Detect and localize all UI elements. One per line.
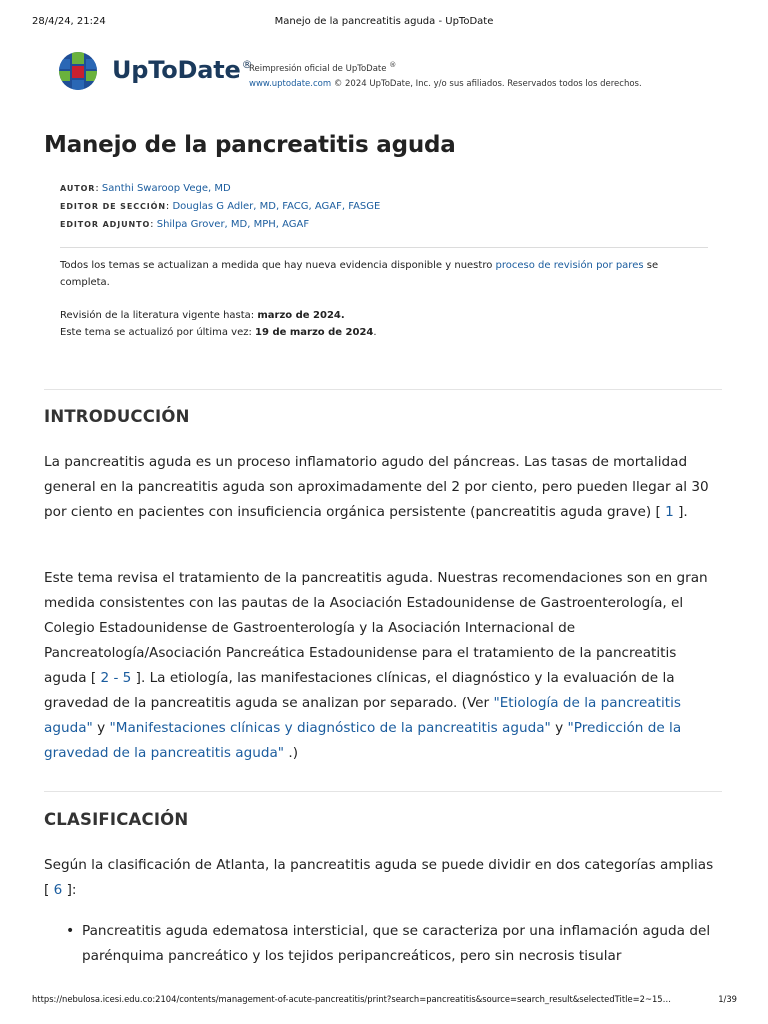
section-heading-introduccion: INTRODUCCIÓN (44, 407, 190, 426)
intro-paragraph-1: La pancreatitis aguda es un proceso inflamatorio agudo del páncreas. Las tasas de mortalidad general en la pancreatitis aguda son aproximadamente del 2 por ciento, pero pueden llegar al 30 por ciento en pacientes con insuficiencia orgánica persistente (pancreatitis aguda grave) [ 1 ]. (44, 454, 709, 520)
section-editor-link[interactable]: Douglas G Adler, MD, FACG, AGAF, FASGE (172, 201, 381, 212)
update-notice: Todos los temas se actualizan a medida que hay nueva evidencia disponible y nuestro proceso de revisión por pares se completa. (60, 260, 659, 288)
section-divider (44, 389, 722, 390)
reference-link-6[interactable]: 6 (53, 882, 63, 898)
reference-link-1[interactable]: 1 (665, 504, 674, 520)
author-credits (60, 180, 380, 234)
classification-bullet-list (66, 919, 716, 969)
print-url: https://nebulosa.icesi.edu.co:2104/contents/management-of-acute-pancreatitis/print?search=pancreatitis&source=search_result&selectedTitle=2~15… (32, 994, 671, 1004)
topic-link-prediccion[interactable]: "Predicción de la gravedad de la pancreatitis aguda" (44, 720, 682, 761)
copyright-text: © 2024 UpToDate, Inc. y/o sus afiliados. Reservados todos los derechos. (331, 78, 642, 89)
intro-paragraph-2: Este tema revisa el tratamiento de la pancreatitis aguda. Nuestras recomendaciones son en gran medida consistentes con las pautas de la Asociación Estadounidense de Gastroenterología, el Colegio Estadounidense de Gastroenterología y la Asociación Internacional de Pancreatología/Asociación Pancreática Estadounidense para el tratamiento de la pancreatitis aguda [ 2 - 5 ]. La etiología, las manifestaciones clínicas, el diagnóstico y la evaluación de la gravedad de la pancreatitis aguda se analizan por separado. (Ver "Etiología de la pancreatitis aguda" y "Manifestaciones clínicas y diagnóstico de la pancreatitis aguda" y "Predicción de la gravedad de la pancreatitis aguda" .) (44, 570, 708, 761)
print-page-title: Manejo de la pancreatitis aguda - UpToDate (274, 16, 494, 27)
credit-section-editor: EDITOR DE SECCIÓN: Douglas G Adler, MD, FACG, AGAF, FASGE (60, 201, 381, 212)
revision-info (60, 307, 377, 341)
author-link[interactable]: Santhi Swaroop Vege, MD (101, 183, 231, 194)
literature-review-date: Revisión de la literatura vigente hasta: marzo de 2024. (60, 310, 345, 321)
reprint-notice: Reimpresión oficial de UpToDate ® www.uptodate.com © 2024 UpToDate, Inc. y/o sus afiliados. Reservados todos los derechos. (249, 61, 642, 89)
section-divider (44, 791, 722, 792)
print-footer (0, 994, 768, 1008)
uptodate-globe-logo-icon (58, 51, 98, 91)
divider (60, 247, 708, 248)
page-title: Manejo de la pancreatitis aguda (44, 132, 456, 158)
section-heading-clasificacion: CLASIFICACIÓN (44, 810, 189, 829)
deputy-editor-link[interactable]: Shilpa Grover, MD, MPH, AGAF (156, 219, 310, 230)
page-number: 1/39 (718, 994, 737, 1004)
credit-deputy-editor: EDITOR ADJUNTO: Shilpa Grover, MD, MPH, AGAF (60, 219, 310, 230)
list-item: • Pancreatitis aguda edematosa intersticial, que se caracteriza por una inflamación aguda del parénquima pancreático y los tejidos peripancreáticos, pero sin necrosis tisular (66, 919, 716, 969)
credit-author: AUTOR: Santhi Swaroop Vege, MD (60, 183, 231, 194)
topic-link-etiologia[interactable]: "Etiología de la pancreatitis aguda" (44, 695, 681, 736)
bullet-icon: • (66, 923, 75, 939)
topic-link-manifestaciones[interactable]: "Manifestaciones clínicas y diagnóstico de la pancreatitis aguda" (109, 720, 551, 736)
reference-link-2-5[interactable]: 2 - 5 (100, 670, 132, 686)
classification-paragraph-1: Según la clasificación de Atlanta, la pancreatitis aguda se puede dividir en dos categorías amplias [ 6 ]: (44, 857, 714, 898)
uptodate-site-link[interactable]: www.uptodate.com (249, 78, 332, 89)
print-header (0, 16, 768, 30)
last-updated-date: Este tema se actualizó por última vez: 19 de marzo de 2024. (60, 327, 377, 338)
peer-review-link[interactable]: proceso de revisión por pares (495, 260, 644, 271)
brand-name: UpToDate® (112, 56, 253, 84)
registered-mark: ® (241, 58, 253, 71)
print-datetime: 28/4/24, 21:24 (32, 16, 106, 27)
